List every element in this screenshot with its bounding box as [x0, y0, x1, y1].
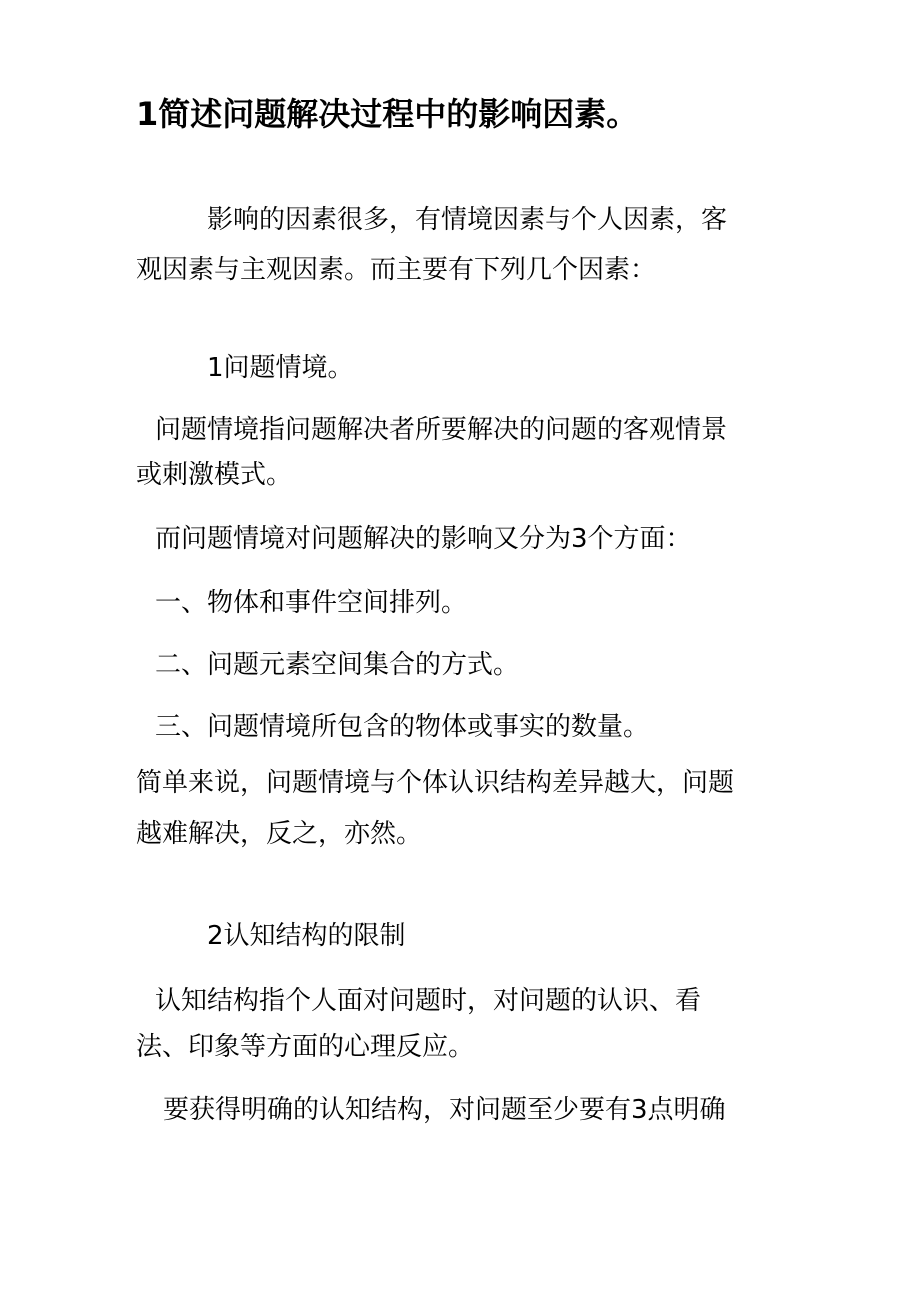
- section-2-definition-line-2: 法、印象等方面的心理反应。: [136, 1032, 475, 1062]
- aspect-item-2: 二、问题元素空间集合的方式。: [155, 650, 520, 680]
- section-1-heading: 1问题情境。: [207, 353, 354, 383]
- section-1-definition-line-2: 或刺激模式。: [136, 460, 293, 490]
- section-1-definition-line-1: 问题情境指问题解决者所要解决的问题的客观情景: [155, 415, 728, 445]
- intro-line-2: 观因素与主观因素。而主要有下列几个因素：: [136, 255, 657, 285]
- document-title: 1简述问题解决过程中的影响因素。: [136, 95, 639, 133]
- aspect-item-3: 三、问题情境所包含的物体或事实的数量。: [155, 712, 650, 742]
- section-2-continuation: 要获得明确的认知结构，对问题至少要有3点明确: [163, 1095, 726, 1125]
- section-1-summary-line-2: 越难解决，反之，亦然。: [136, 819, 423, 849]
- intro-line-1: 影响的因素很多，有情境因素与个人因素，客: [207, 205, 728, 235]
- section-1-aspects-intro: 而问题情境对问题解决的影响又分为3个方面：: [155, 524, 692, 554]
- section-1-summary-line-1: 简单来说，问题情境与个体认识结构差异越大，问题: [136, 768, 735, 798]
- section-2-heading: 2认知结构的限制: [207, 921, 406, 951]
- section-2-definition-line-1: 认知结构指个人面对问题时，对问题的认识、看: [155, 986, 702, 1016]
- aspect-item-1: 一、物体和事件空间排列。: [155, 588, 468, 618]
